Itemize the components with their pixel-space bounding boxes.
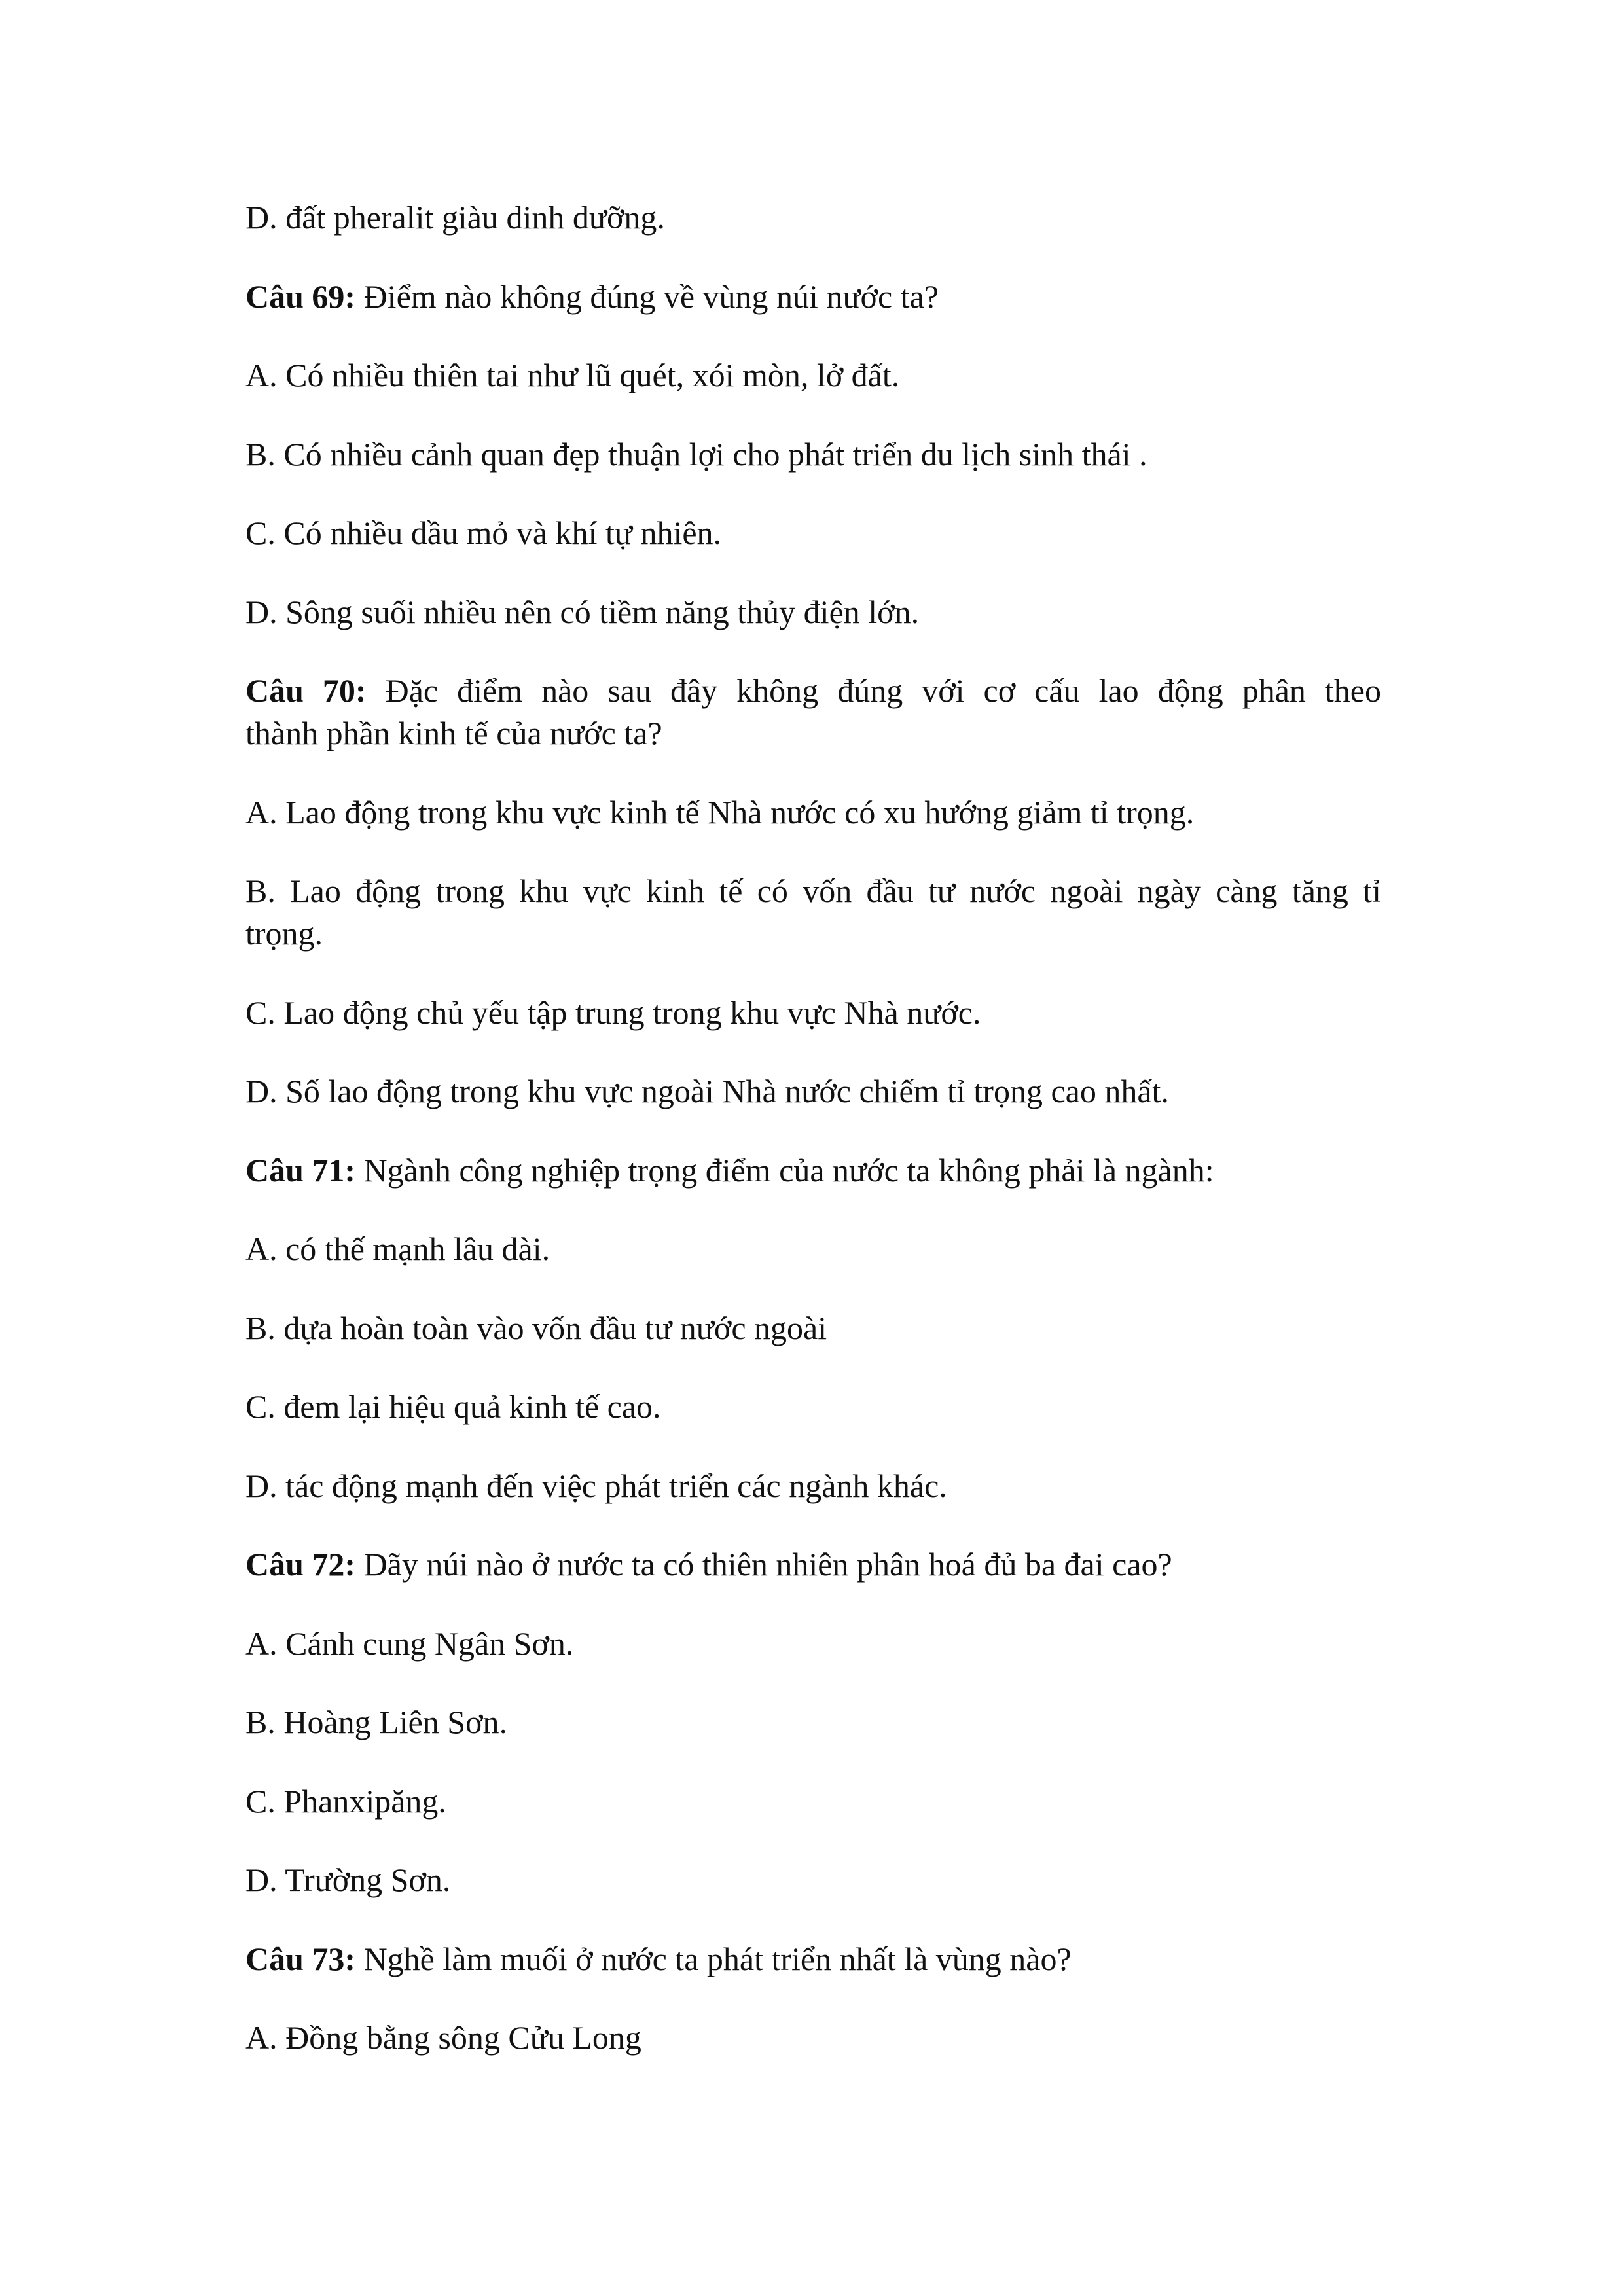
- option-line: [245, 1227, 1381, 1271]
- option-text: A. có thế mạnh lâu dài.: [245, 1230, 550, 1267]
- option-text: D. đất pheralit giàu dinh dưỡng.: [245, 199, 665, 236]
- option-line: [245, 869, 1381, 913]
- continuation-line: [245, 711, 1381, 755]
- option-line: [245, 590, 1381, 634]
- question-text: Đặc điểm nào sau đây không đúng với cơ cấu lao động phân theo: [366, 672, 1381, 709]
- option-line: [245, 1621, 1381, 1666]
- option-text: D. Sông suối nhiều nên có tiềm năng thủy điện lớn.: [245, 594, 920, 630]
- question-label: Câu 73:: [245, 1941, 356, 1977]
- option-text: A. Có nhiều thiên tai như lũ quét, xói mòn, lở đất.: [245, 357, 900, 393]
- option-line: [245, 1700, 1381, 1744]
- option-line: [245, 432, 1381, 476]
- option-text: B. Lao động trong khu vực kinh tế có vốn đầu tư nước ngoài ngày càng tăng tỉ: [245, 872, 1381, 909]
- option-text: B. Hoàng Liên Sơn.: [245, 1704, 508, 1740]
- option-text: B. dựa hoàn toàn vào vốn đầu tư nước ngoài: [245, 1310, 827, 1346]
- option-line: [245, 1463, 1381, 1508]
- question-text: Nghề làm muối ở nước ta phát triển nhất là vùng nào?: [355, 1941, 1072, 1977]
- question-text: Ngành công nghiệp trọng điểm của nước ta không phải là ngành:: [355, 1152, 1214, 1189]
- option-line: [245, 990, 1381, 1035]
- option-line: [245, 790, 1381, 834]
- question-text: Dãy núi nào ở nước ta có thiên nhiên phân hoá đủ ba đai cao?: [355, 1546, 1172, 1583]
- question-label: Câu 71:: [245, 1152, 356, 1189]
- question-line: [245, 668, 1381, 713]
- option-line: [245, 2015, 1381, 2060]
- option-line: [245, 1306, 1381, 1350]
- question-line: [245, 1937, 1381, 1981]
- question-label: Câu 70:: [245, 672, 367, 709]
- option-text: C. đem lại hiệu quả kinh tế cao.: [245, 1388, 661, 1425]
- option-line: [245, 1069, 1381, 1113]
- option-line: [245, 1779, 1381, 1823]
- option-text: B. Có nhiều cảnh quan đẹp thuận lợi cho phát triển du lịch sinh thái .: [245, 436, 1147, 473]
- option-text: A. Đồng bằng sông Cửu Long: [245, 2019, 641, 2056]
- option-text: D. Trường Sơn.: [245, 1861, 451, 1898]
- option-text: D. Số lao động trong khu vực ngoài Nhà nước chiếm tỉ trọng cao nhất.: [245, 1073, 1169, 1109]
- option-text: D. tác động mạnh đến việc phát triển các ngành khác.: [245, 1467, 947, 1504]
- option-text: A. Lao động trong khu vực kinh tế Nhà nước có xu hướng giảm tỉ trọng.: [245, 794, 1195, 831]
- option-text: C. Có nhiều dầu mỏ và khí tự nhiên.: [245, 514, 722, 551]
- option-line: [245, 511, 1381, 555]
- question-line: [245, 274, 1381, 319]
- option-line: [245, 195, 1381, 240]
- option-line: [245, 353, 1381, 397]
- document-page: [245, 0, 1381, 2296]
- question-line: [245, 1542, 1381, 1587]
- question-line: [245, 1148, 1381, 1193]
- continuation-line: [245, 911, 1381, 956]
- question-label: Câu 72:: [245, 1546, 356, 1583]
- option-text: C. Phanxipăng.: [245, 1783, 446, 1820]
- option-line: [245, 1384, 1381, 1429]
- option-text: A. Cánh cung Ngân Sơn.: [245, 1625, 574, 1662]
- question-text: Điểm nào không đúng về vùng núi nước ta?: [355, 278, 939, 315]
- option-text: C. Lao động chủ yếu tập trung trong khu vực Nhà nước.: [245, 994, 981, 1031]
- option-line: [245, 1857, 1381, 1902]
- question-label: Câu 69:: [245, 278, 356, 315]
- continuation-text: trọng.: [245, 915, 323, 952]
- continuation-text: thành phần kinh tế của nước ta?: [245, 715, 662, 751]
